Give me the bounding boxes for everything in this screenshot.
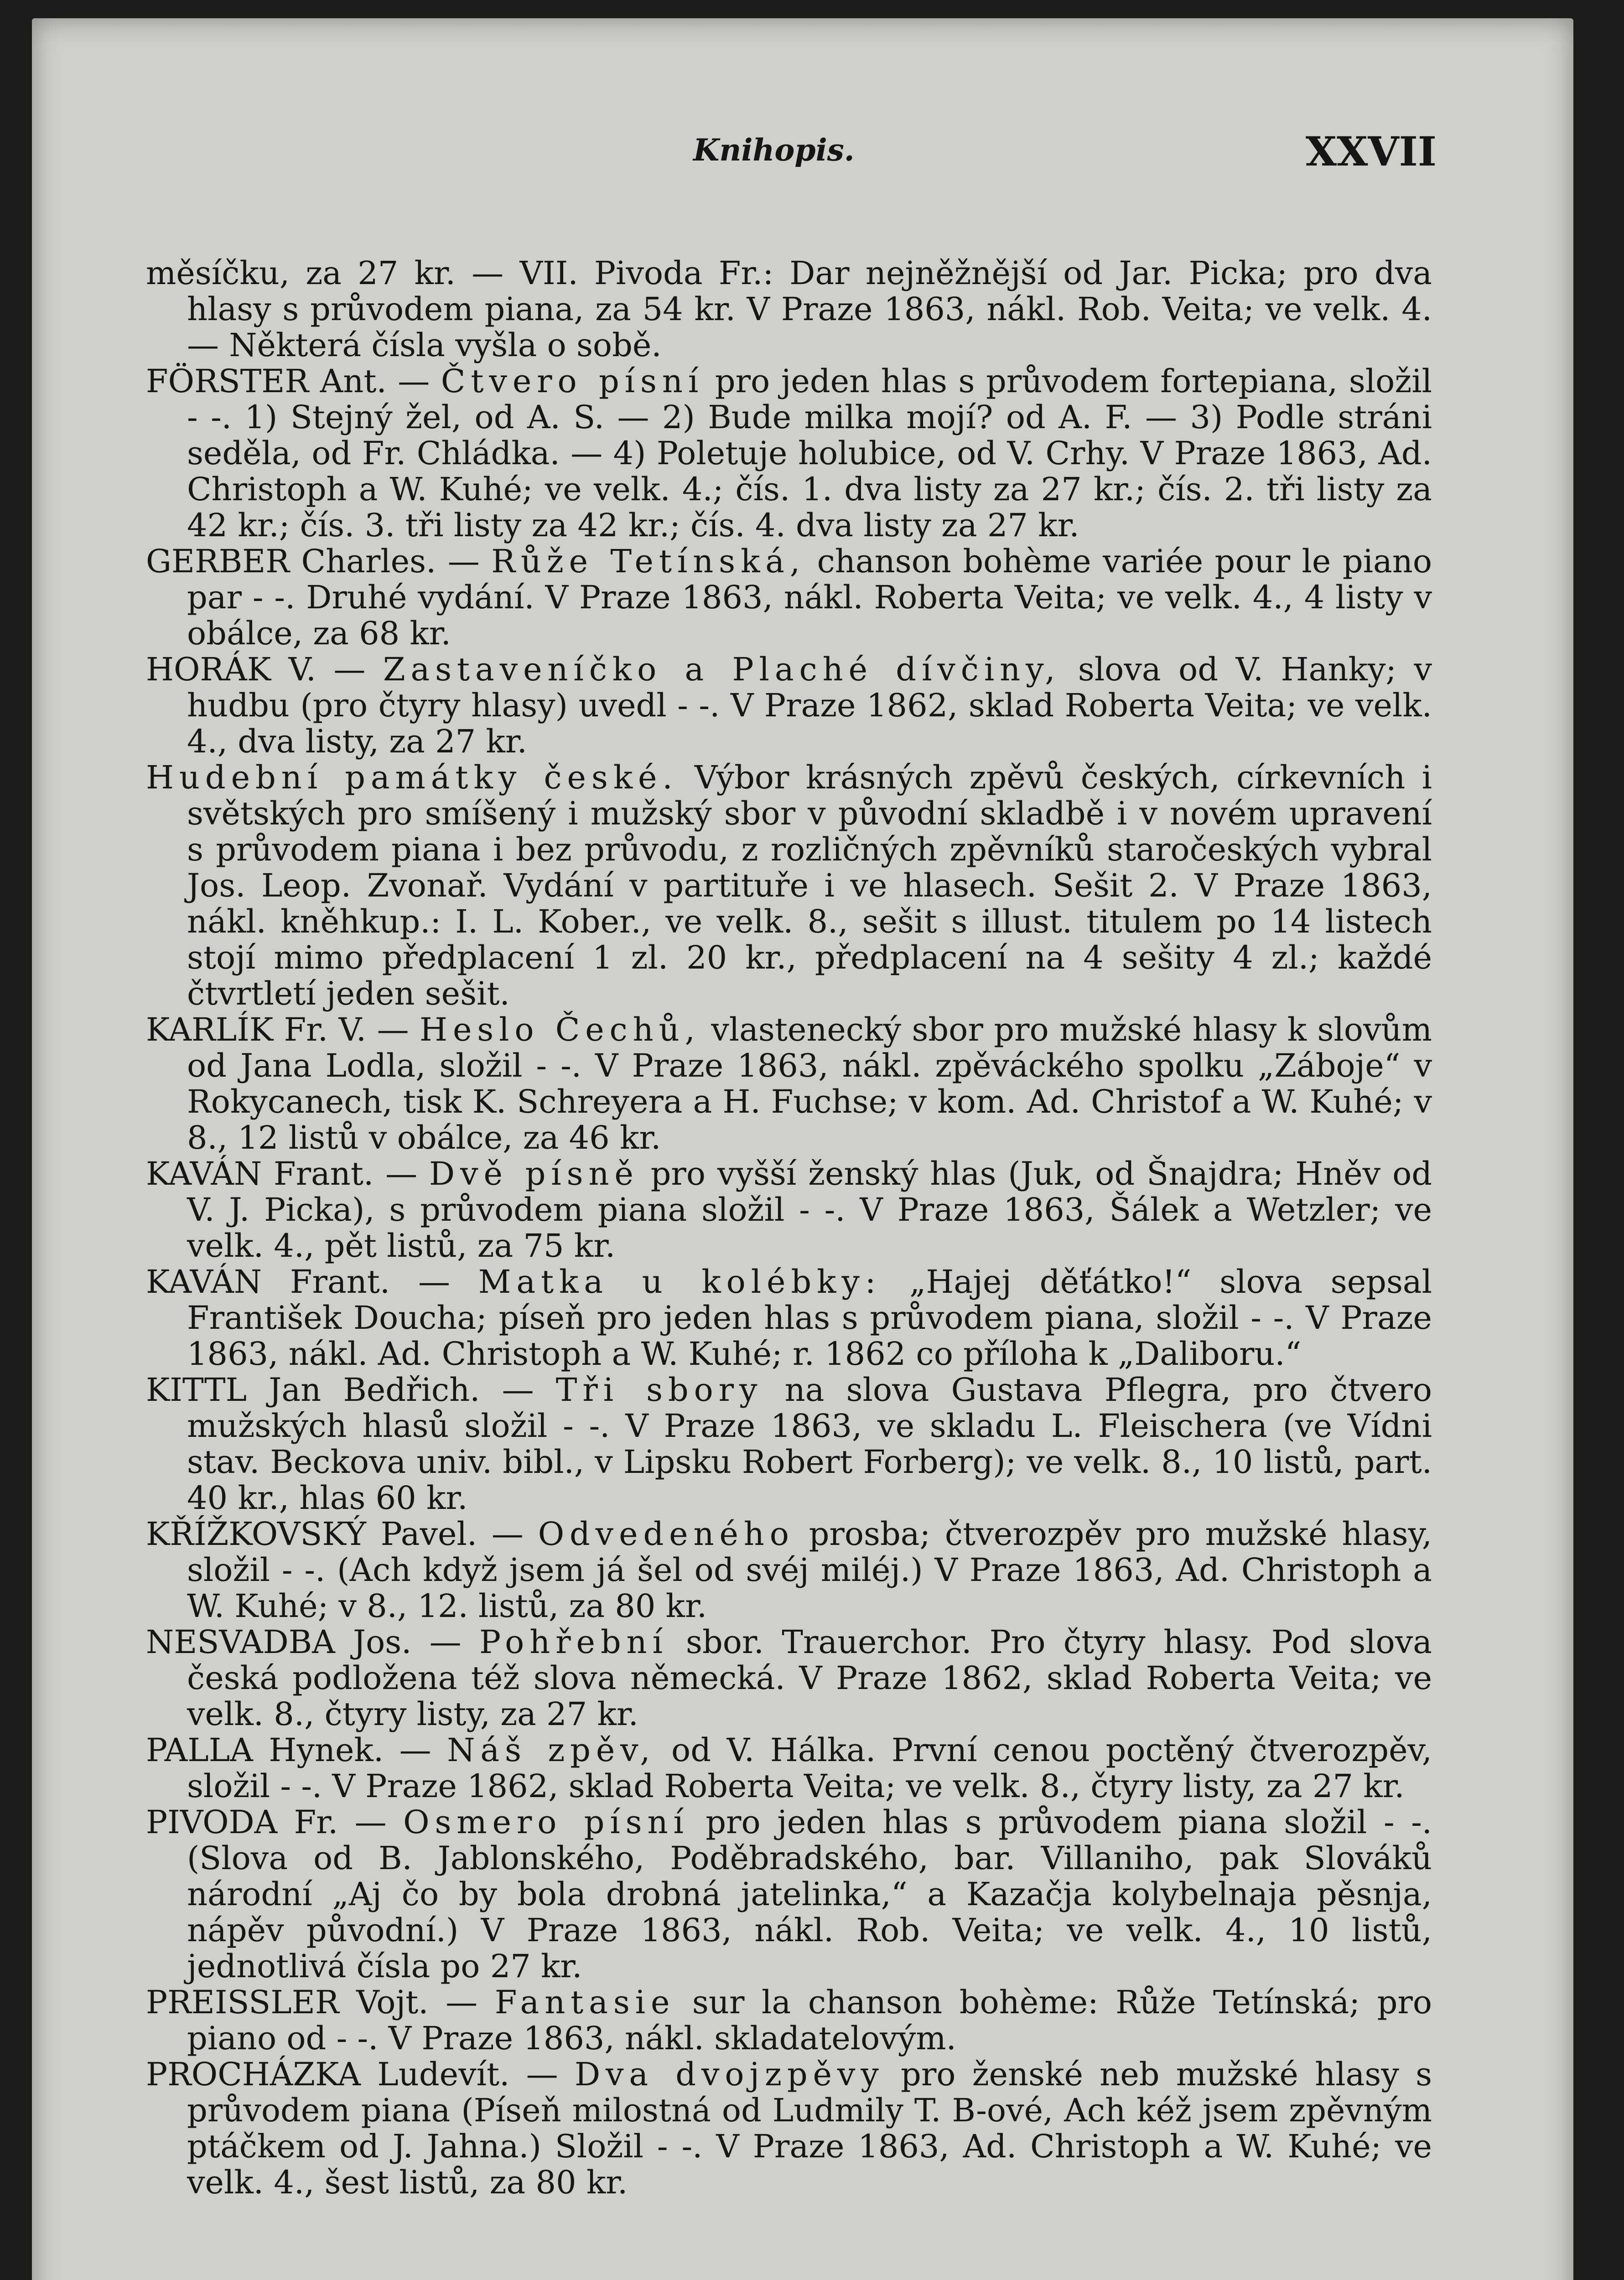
bibliography-text [146,255,1432,2201]
entry-preissler: PREISSLER Vojt. — Fantasie sur la chanson bohème: Růže Tetínská; pro piano od - -. V Praze 1863, nákl. skladatelovým. [146,1984,1432,2057]
entry-horak: HORÁK V. — Zastaveníčko a Plaché dívčiny, slova od V. Hanky; v hudbu (pro čtyry hlasy) uvedl - -. V Praze 1862, sklad Roberta Veita; ve velk. 4., dva listy, za 27 kr. [146,651,1432,760]
entry-gerber: GERBER Charles. — Růže Tetínská, chanson bohème variée pour le piano par - -. Druhé vydání. V Praze 1863, nákl. Roberta Veita; ve velk. 4., 4 listy v obálce, za 68 kr. [146,543,1432,652]
entry-krizkovsky: KŘÍŽKOVSKÝ Pavel. — Odvedeného prosba; čtverozpěv pro mužské hlasy, složil - -. (Ach když jsem já šel od svéj miléj.) V Praze 1863, Ad. Christoph a W. Kuhé; v 8., 12. listů, za 80 kr. [146,1515,1432,1625]
entry-prochazka: PROCHÁZKA Ludevít. — Dva dvojzpěvy pro ženské neb mužské hlasy s průvodem piana (Píseň milostná od Ludmily T. B-ové, Ach kéž jsem zpěvným ptáčkem od J. Jahna.) Složil - -. V Praze 1863, Ad. Christoph a W. Kuhé; ve velk. 4., šest listů, za 80 kr. [146,2056,1432,2201]
entry-palla: PALLA Hynek. — Náš zpěv, od V. Hálka. První cenou poctěný čtverozpěv, složil - -. V Praze 1862, sklad Roberta Veita; ve velk. 8., čtyry listy, za 27 kr. [146,1731,1432,1805]
entry-kittl: KITTL Jan Bedřich. — Tři sbory na slova Gustava Pflegra, pro čtvero mužských hlasů složil - -. V Praze 1863, ve skladu L. Fleischera (ve Vídni stav. Beckova univ. bibl., v Lipsku Robert Forberg); ve velk. 8., 10 listů, part. 40 kr., hlas 60 kr. [146,1371,1432,1517]
entry-continuation: měsíčku, za 27 kr. — VII. Pivoda Fr.: Dar nejněžnější od Jar. Picka; pro dva hlasy s průvodem piana, za 54 kr. V Praze 1863, nákl. Rob. Veita; ve velk. 4. — Některá čísla vyšla o sobě. [146,254,1432,364]
entry-kavan-1: KAVÁN Frant. — Dvě písně pro vyšší ženský hlas (Juk, od Šnajdra; Hněv od V. J. Picka), s průvodem piana složil - -. V Praze 1863, Šálek a Wetzler; ve velk. 4., pět listů, za 75 kr. [146,1155,1432,1264]
page-header [32,123,1573,178]
entry-nesvadba: NESVADBA Jos. — Pohřební sbor. Trauerchor. Pro čtyry hlasy. Pod slova česká podložena též slova německá. V Praze 1862, sklad Roberta Veita; ve velk. 8., čtyry listy, za 27 kr. [146,1623,1432,1733]
entry-kavan-2: KAVÁN Frant. — Matka u kolébky: „Hajej děťátko!“ slova sepsal František Doucha; píseň pro jeden hlas s průvodem piana, složil - -. V Praze 1863, nákl. Ad. Christoph a W. Kuhé; r. 1862 co příloha k „Daliboru.“ [146,1263,1432,1373]
book-page [32,18,1573,2280]
entry-hudebni-pamatky: Hudební památky české. Výbor krásných zpěvů českých, církevních i světských pro smíšený i mužský sbor v původní skladbě i v novém upravení s průvodem piana i bez průvodu, z rozličných zpěvníků staročeských vybral Jos. Leop. Zvonař. Vydání v partituře i ve hlasech. Sešit 2. V Praze 1863, nákl. kněhkup.: I. L. Kober., ve velk. 8., sešit s illust. titulem po 14 listech stojí mimo předplacení 1 zl. 20 kr., předplacení na 4 sešity 4 zl.; každé čtvrtletí jeden sešit. [146,759,1432,1012]
running-title: Knihopis. [693,132,855,168]
entry-pivoda: PIVODA Fr. — Osmero písní pro jeden hlas s průvodem piana složil - -. (Slova od B. Jablonského, Poděbradského, bar. Villaniho, pak Slováků národní „Aj čo by bola drobná jatelinka,“ a Kazačja kolybelnaja pěsnja, nápěv původní.) V Praze 1863, nákl. Rob. Veita; ve velk. 4., 10 listů, jednotlivá čísla po 27 kr. [146,1803,1432,1985]
entry-karlik: KARLÍK Fr. V. — Heslo Čechů, vlastenecký sbor pro mužské hlasy k slovům od Jana Lodla, složil - -. V Praze 1863, nákl. zpěváckého spolku „Záboje“ v Rokycanech, tisk K. Schreyera a H. Fuchse; v kom. Ad. Christof a W. Kuhé; v 8., 12 listů v obálce, za 46 kr. [146,1011,1432,1156]
page-number: XXVII [1305,128,1437,175]
entry-forster: FÖRSTER Ant. — Čtvero písní pro jeden hlas s průvodem fortepiana, složil - -. 1) Stejný žel, od A. S. — 2) Bude milka mojí? od A. F. — 3) Podle stráni seděla, od Fr. Chládka. — 4) Poletuje holubice, od V. Crhy. V Praze 1863, Ad. Christoph a W. Kuhé; ve velk. 4.; čís. 1. dva listy za 27 kr.; čís. 2. tři listy za 42 kr.; čís. 3. tři listy za 42 kr.; čís. 4. dva listy za 27 kr. [146,363,1432,544]
